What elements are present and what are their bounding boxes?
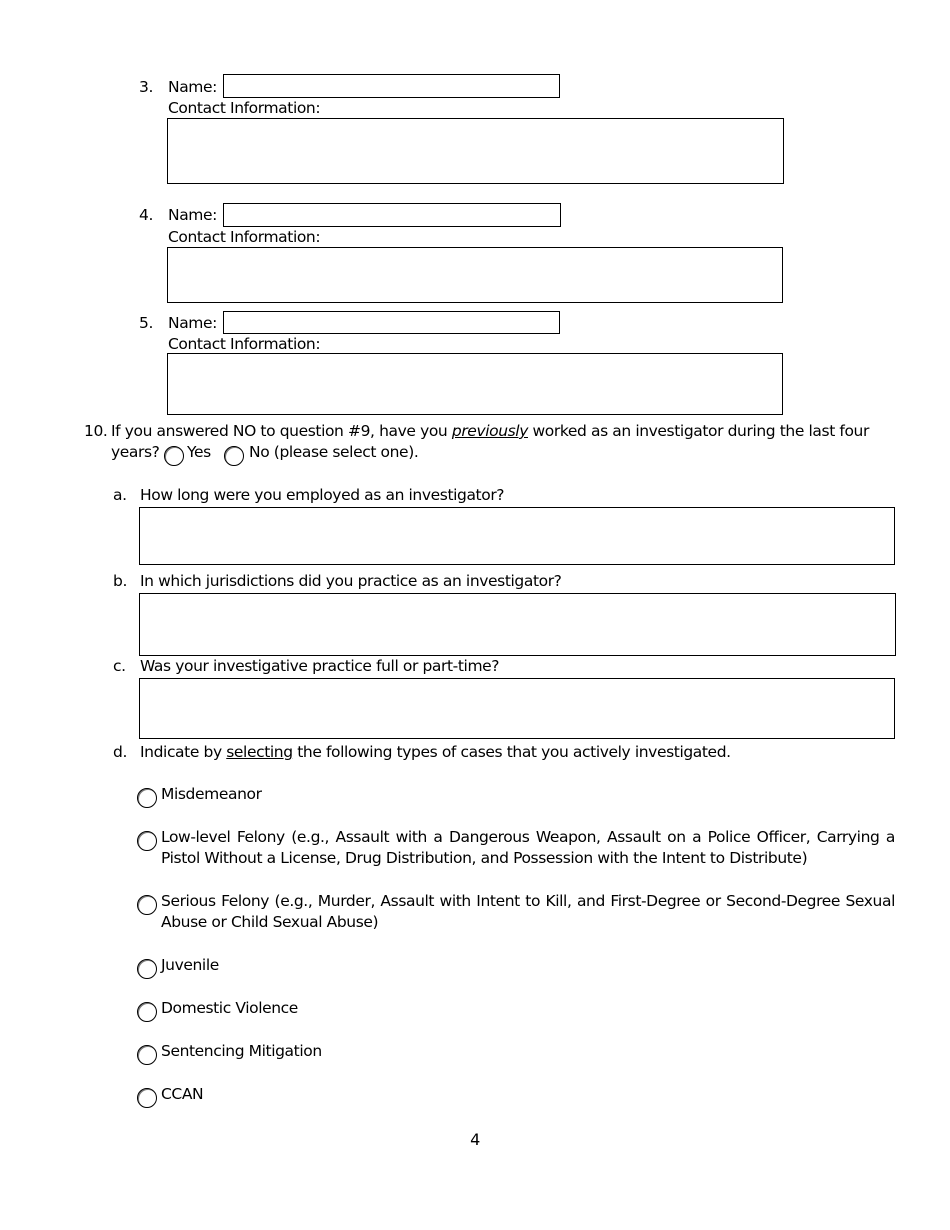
reference-5-number: 5. <box>139 314 153 332</box>
question-10b-answer-field[interactable] <box>139 593 896 656</box>
case-type-sentencing-mitigation-label: Sentencing Mitigation <box>161 1042 322 1060</box>
question-10-yes-label: Yes <box>187 443 211 461</box>
question-10-text-line2: years? <box>111 443 160 461</box>
case-type-sentencing-mitigation-radio[interactable] <box>137 1045 157 1065</box>
case-type-juvenile-radio[interactable] <box>137 959 157 979</box>
case-type-domestic-violence-radio[interactable] <box>137 1002 157 1022</box>
question-10a-text: How long were you employed as an investigator? <box>140 486 505 504</box>
case-type-low-level-felony-label: Low-level Felony (e.g., Assault with a Dangerous Weapon, Assault on a Police Officer, Carrying a Pistol Without a License, Drug Distribution, and Possession with the Intent to Distribute) <box>161 828 895 867</box>
question-10d-text <box>140 742 731 762</box>
case-type-ccan-radio[interactable] <box>137 1088 157 1108</box>
question-10b-letter: b. <box>113 572 127 590</box>
question-10-yes-radio[interactable] <box>164 446 184 466</box>
question-10c-answer-field[interactable] <box>139 678 895 739</box>
reference-3-contact-label: Contact Information: <box>168 99 321 117</box>
question-10-number: 10. <box>84 422 108 440</box>
reference-3-number: 3. <box>139 78 153 96</box>
case-type-serious-felony-radio[interactable] <box>137 895 157 915</box>
reference-4-name-field[interactable] <box>223 203 561 227</box>
reference-4-number: 4. <box>139 206 153 224</box>
case-type-misdemeanor-radio[interactable] <box>137 788 157 808</box>
question-10-no-label: No (please select one). <box>249 443 419 461</box>
case-type-juvenile-label: Juvenile <box>161 956 219 974</box>
reference-3-contact-field[interactable] <box>167 118 784 184</box>
question-10b-text: In which jurisdictions did you practice as an investigator? <box>140 572 562 590</box>
question-10d-text-before: Indicate by <box>140 743 227 761</box>
question-10-text-before: If you answered NO to question #9, have you <box>111 422 452 440</box>
reference-5-contact-label: Contact Information: <box>168 335 321 353</box>
question-10-text <box>111 421 895 441</box>
reference-5-name-label: Name: <box>168 314 217 332</box>
question-10d-letter: d. <box>113 743 127 761</box>
reference-3-name-label: Name: <box>168 78 217 96</box>
case-type-low-level-felony-radio[interactable] <box>137 831 157 851</box>
question-10d-text-after: the following types of cases that you actively investigated. <box>292 743 731 761</box>
question-10a-letter: a. <box>113 486 127 504</box>
question-10-emphasis: previously <box>451 422 528 440</box>
reference-5-name-field[interactable] <box>223 311 560 334</box>
question-10-no-radio[interactable] <box>224 446 244 466</box>
question-10c-letter: c. <box>113 657 126 675</box>
question-10-text-after: worked as an investigator during the last four <box>527 422 869 440</box>
case-type-serious-felony-label: Serious Felony (e.g., Murder, Assault with Intent to Kill, and First-Degree or Second-Degree Sexual Abuse or Child Sexual Abuse) <box>161 892 895 931</box>
reference-4-contact-field[interactable] <box>167 247 783 303</box>
case-type-domestic-violence-label: Domestic Violence <box>161 999 298 1017</box>
question-10d-emphasis: selecting <box>226 743 293 761</box>
page-number: 4 <box>470 1130 480 1149</box>
reference-4-name-label: Name: <box>168 206 217 224</box>
question-10a-answer-field[interactable] <box>139 507 895 565</box>
reference-5-contact-field[interactable] <box>167 353 783 415</box>
case-type-misdemeanor-label: Misdemeanor <box>161 785 262 803</box>
reference-3-name-field[interactable] <box>223 74 560 98</box>
question-10c-text: Was your investigative practice full or part-time? <box>140 657 500 675</box>
case-type-ccan-label: CCAN <box>161 1085 204 1103</box>
reference-4-contact-label: Contact Information: <box>168 228 321 246</box>
